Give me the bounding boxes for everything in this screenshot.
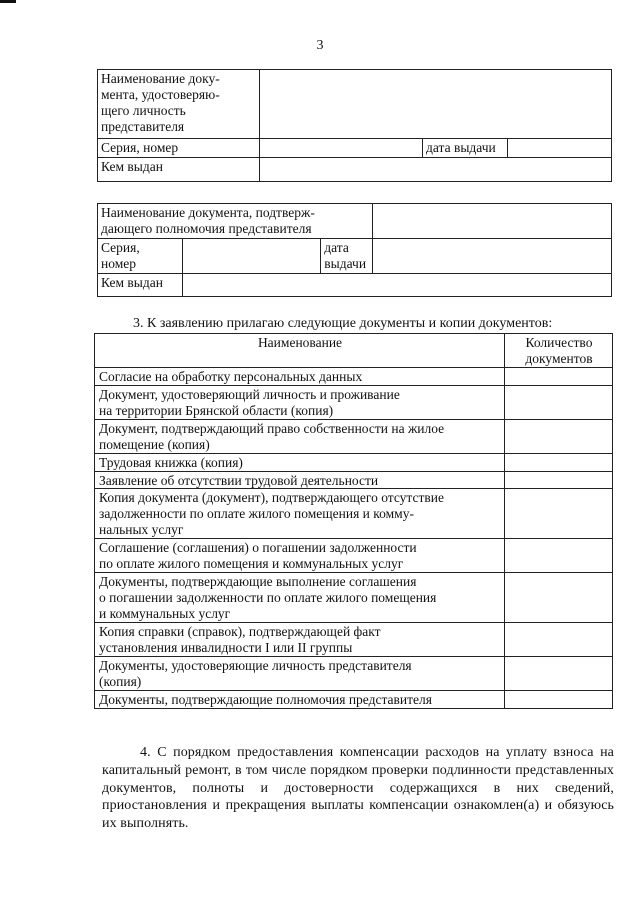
attachment-name: Согласие на обработку персональных данных [95,368,505,386]
table-row [95,623,613,657]
attachments-intro: 3. К заявлению прилагаю следующие документы и копии документов: [133,316,553,331]
table-row [95,419,613,453]
authority-doc-issued-by-field[interactable] [183,273,612,296]
attachment-name: Копия документа (документ), подтверждающего отсутствие задолженности по оплате жилого помещения и комму- нальных услуг [95,489,505,539]
authority-doc-date-field[interactable] [372,239,611,274]
attachment-count-field[interactable] [505,471,613,489]
table-row [95,539,613,573]
attachment-count-field[interactable] [505,419,613,453]
rep-id-date-field[interactable] [508,139,612,158]
authority-doc-table [97,203,612,297]
attachment-name: Соглашение (соглашения) о погашении задолженности по оплате жилого помещения и коммунальных услуг [95,539,505,573]
representative-id-table [97,69,612,182]
rep-id-date-label: дата выдачи [423,139,508,158]
attachment-count-field[interactable] [505,385,613,419]
attachment-name: Документ, подтверждающий право собственности на жилое помещение (копия) [95,419,505,453]
attachment-count-field[interactable] [505,489,613,539]
authority-doc-name-field[interactable] [372,204,611,239]
page-number: 3 [316,38,324,53]
rep-id-name-field[interactable] [260,70,612,139]
table-row [95,471,613,489]
attachment-count-field[interactable] [505,657,613,691]
table-row [95,453,613,471]
rep-id-series-field[interactable] [260,139,423,158]
authority-doc-series-field[interactable] [183,239,321,274]
table-row [95,385,613,419]
attachment-count-field[interactable] [505,623,613,657]
col-header-name: Наименование [95,334,505,368]
attachment-count-field[interactable] [505,690,613,708]
attachment-name: Документы, подтверждающие полномочия представителя [95,690,505,708]
paragraph-4: 4. С порядком предоставления компенсации расходов на уплату взноса на капитальный ремонт, в том числе порядком проверки подлинности представленных документов, полноты и достоверности содержащихся в них сведений, приостановления и прекращения выплаты компенсации ознакомлен(а) и обязуюсь их выполнять. [102,745,614,832]
authority-doc-series-label: Серия, номер [98,239,183,274]
attachments-table [94,333,613,709]
attachment-name: Документ, удостоверяющий личность и проживание на территории Брянской области (копия) [95,385,505,419]
attachment-count-field[interactable] [505,573,613,623]
attachment-name: Копия справки (справок), подтверждающей факт установления инвалидности I или II группы [95,623,505,657]
rep-id-series-label: Серия, номер [98,139,260,158]
authority-doc-name-label: Наименование документа, подтверж- дающего полномочия представителя [98,204,373,239]
table-row [95,573,613,623]
attachment-name: Документы, подтверждающие выполнение соглашения о погашении задолженности по оплате жилого помещения и коммунальных услуг [95,573,505,623]
authority-doc-issued-by-label: Кем выдан [98,273,183,296]
rep-id-issued-by-field[interactable] [260,157,612,181]
attachment-count-field[interactable] [505,368,613,386]
scan-corner-mark [0,0,16,3]
attachment-name: Документы, удостоверяющие личность представителя (копия) [95,657,505,691]
table-row [95,690,613,708]
table-row [95,489,613,539]
attachment-count-field[interactable] [505,453,613,471]
rep-id-name-label: Наименование доку- мента, удостоверяю- щего личность представителя [98,70,260,139]
attachment-name: Трудовая книжка (копия) [95,453,505,471]
attachment-name: Заявление об отсутствии трудовой деятельности [95,471,505,489]
table-row [95,657,613,691]
table-row [95,368,613,386]
authority-doc-date-label: дата выдачи [321,239,372,274]
col-header-count: Количество документов [505,334,613,368]
attachment-count-field[interactable] [505,539,613,573]
rep-id-issued-by-label: Кем выдан [98,157,260,181]
